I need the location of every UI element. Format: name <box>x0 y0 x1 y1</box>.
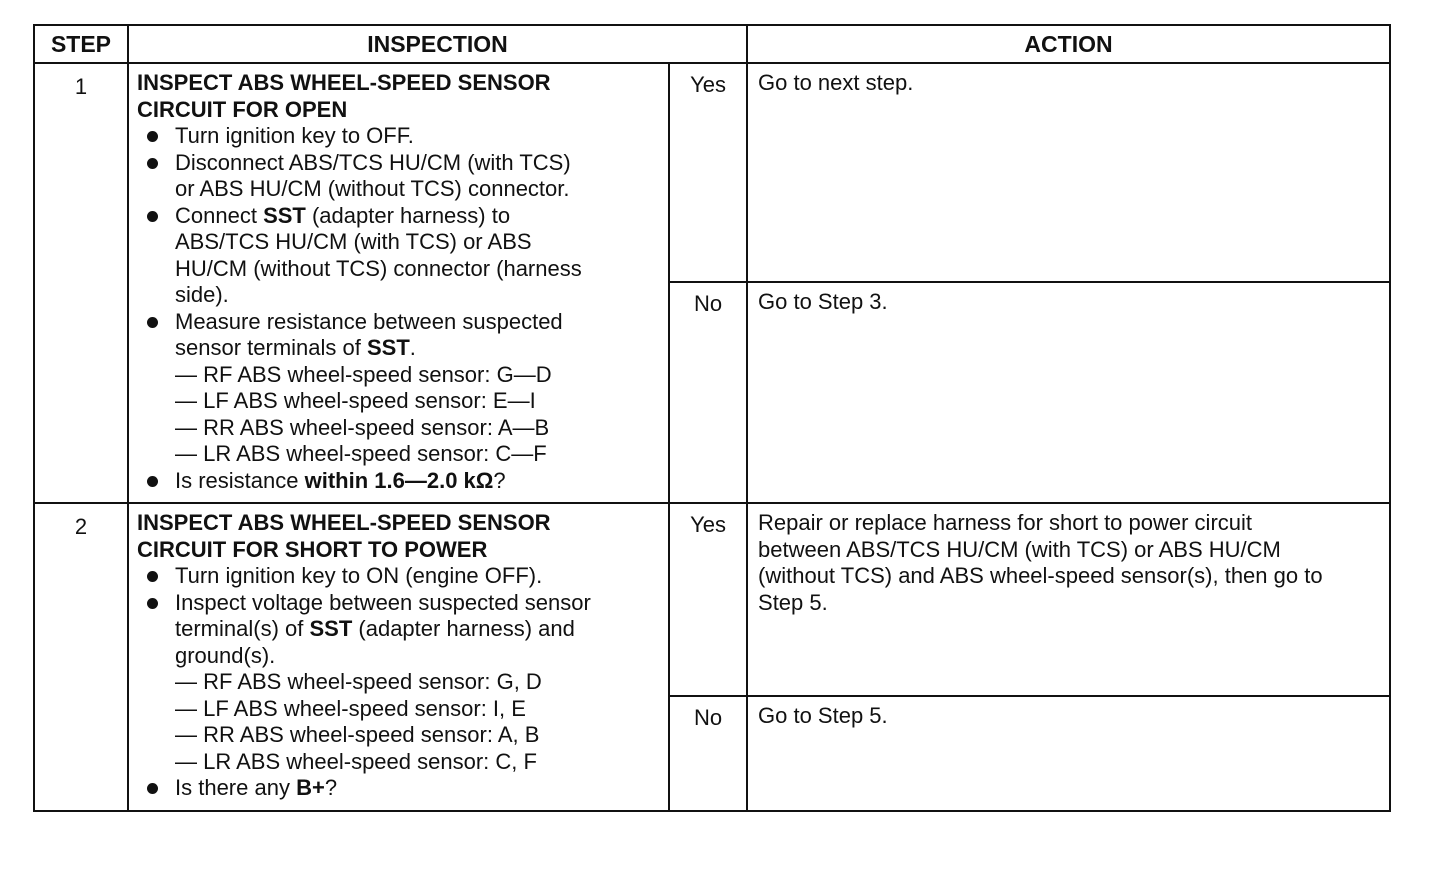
header-action: ACTION <box>747 25 1390 63</box>
diagnostic-table <box>33 24 1391 812</box>
bullet-icon <box>147 598 158 609</box>
step-1-bullet-4: Measure resistance between suspected sensor terminals of SST. — RF ABS wheel-speed sensor: G—D — LF ABS wheel-speed sensor: E—I — RR ABS wheel-speed sensor: A—B — LR ABS wheel-speed sensor: C—F <box>137 309 660 468</box>
bullet-icon <box>147 158 158 169</box>
bullet-icon <box>147 131 158 142</box>
step-1-bullet-list <box>137 123 660 494</box>
sensor-terminal-item: — LR ABS wheel-speed sensor: C, F <box>175 748 537 774</box>
step-2-yes-label: Yes <box>669 503 747 696</box>
bullet-icon <box>147 476 158 487</box>
header-inspection: INSPECTION <box>128 25 747 63</box>
step-1-inspection <box>128 63 669 503</box>
step-2-no-action: Go to Step 5. <box>747 696 1390 811</box>
step-2-number: 2 <box>34 503 128 811</box>
sensor-terminal-item: — RR ABS wheel-speed sensor: A—B <box>175 414 550 440</box>
step-2-question: Is there any B+? <box>137 775 660 802</box>
step-1-bullet-1: Turn ignition key to OFF. <box>137 123 660 150</box>
step-2-title: INSPECT ABS WHEEL-SPEED SENSOR CIRCUIT FOR SHORT TO POWER <box>137 510 551 562</box>
step-2-bullet-1: Turn ignition key to ON (engine OFF). <box>137 563 660 590</box>
step-1-number: 1 <box>34 63 128 503</box>
step-2-yes-row <box>34 503 1390 696</box>
step-1-bullet-3: Connect SST (adapter harness) to ABS/TCS HU/CM (with TCS) or ABS HU/CM (without TCS) connector (harness side). <box>137 203 660 309</box>
step-1-title: INSPECT ABS WHEEL-SPEED SENSOR CIRCUIT FOR OPEN <box>137 70 551 122</box>
bullet-icon <box>147 317 158 328</box>
step-1-no-label: No <box>669 282 747 503</box>
step-2-no-label: No <box>669 696 747 811</box>
sensor-terminal-item: — RR ABS wheel-speed sensor: A, B <box>175 722 540 747</box>
sensor-terminal-item: — RF ABS wheel-speed sensor: G—D <box>175 361 552 387</box>
sensor-terminal-item: — LF ABS wheel-speed sensor: I, E <box>175 695 526 721</box>
step-1-bullet-2: Disconnect ABS/TCS HU/CM (with TCS) or ABS HU/CM (without TCS) connector. <box>137 150 660 203</box>
header-row <box>34 25 1390 63</box>
header-step: STEP <box>34 25 128 63</box>
bullet-icon <box>147 211 158 222</box>
step-1-sensor-terminal-list <box>175 362 660 468</box>
step-2-sensor-terminal-list <box>175 669 660 775</box>
step-1-question: Is resistance within 1.6—2.0 kΩ? <box>137 468 660 495</box>
bullet-icon <box>147 571 158 582</box>
sensor-terminal-item: — LR ABS wheel-speed sensor: C—F <box>175 441 547 466</box>
step-1-no-action: Go to Step 3. <box>747 282 1390 503</box>
sensor-terminal-item: — LF ABS wheel-speed sensor: E—I <box>175 388 536 413</box>
step-1-yes-action: Go to next step. <box>747 63 1390 282</box>
bullet-icon <box>147 783 158 794</box>
step-2-inspection <box>128 503 669 811</box>
sensor-terminal-item: — RF ABS wheel-speed sensor: G, D <box>175 669 542 694</box>
step-1-yes-label: Yes <box>669 63 747 282</box>
step-2-bullet-2: Inspect voltage between suspected sensor terminal(s) of SST (adapter harness) and ground(s). — RF ABS wheel-speed sensor: G, D — LF ABS wheel-speed sensor: I, E — RR ABS wheel-speed sensor: A, B — LR ABS wheel-speed sensor: C, F <box>137 590 660 776</box>
step-2-yes-action: Repair or replace harness for short to power circuit between ABS/TCS HU/CM (with TCS) or ABS HU/CM (without TCS) and ABS wheel-speed sensor(s), then go to Step 5. <box>747 503 1390 696</box>
step-2-bullet-list <box>137 563 660 802</box>
step-1-yes-row <box>34 63 1390 282</box>
